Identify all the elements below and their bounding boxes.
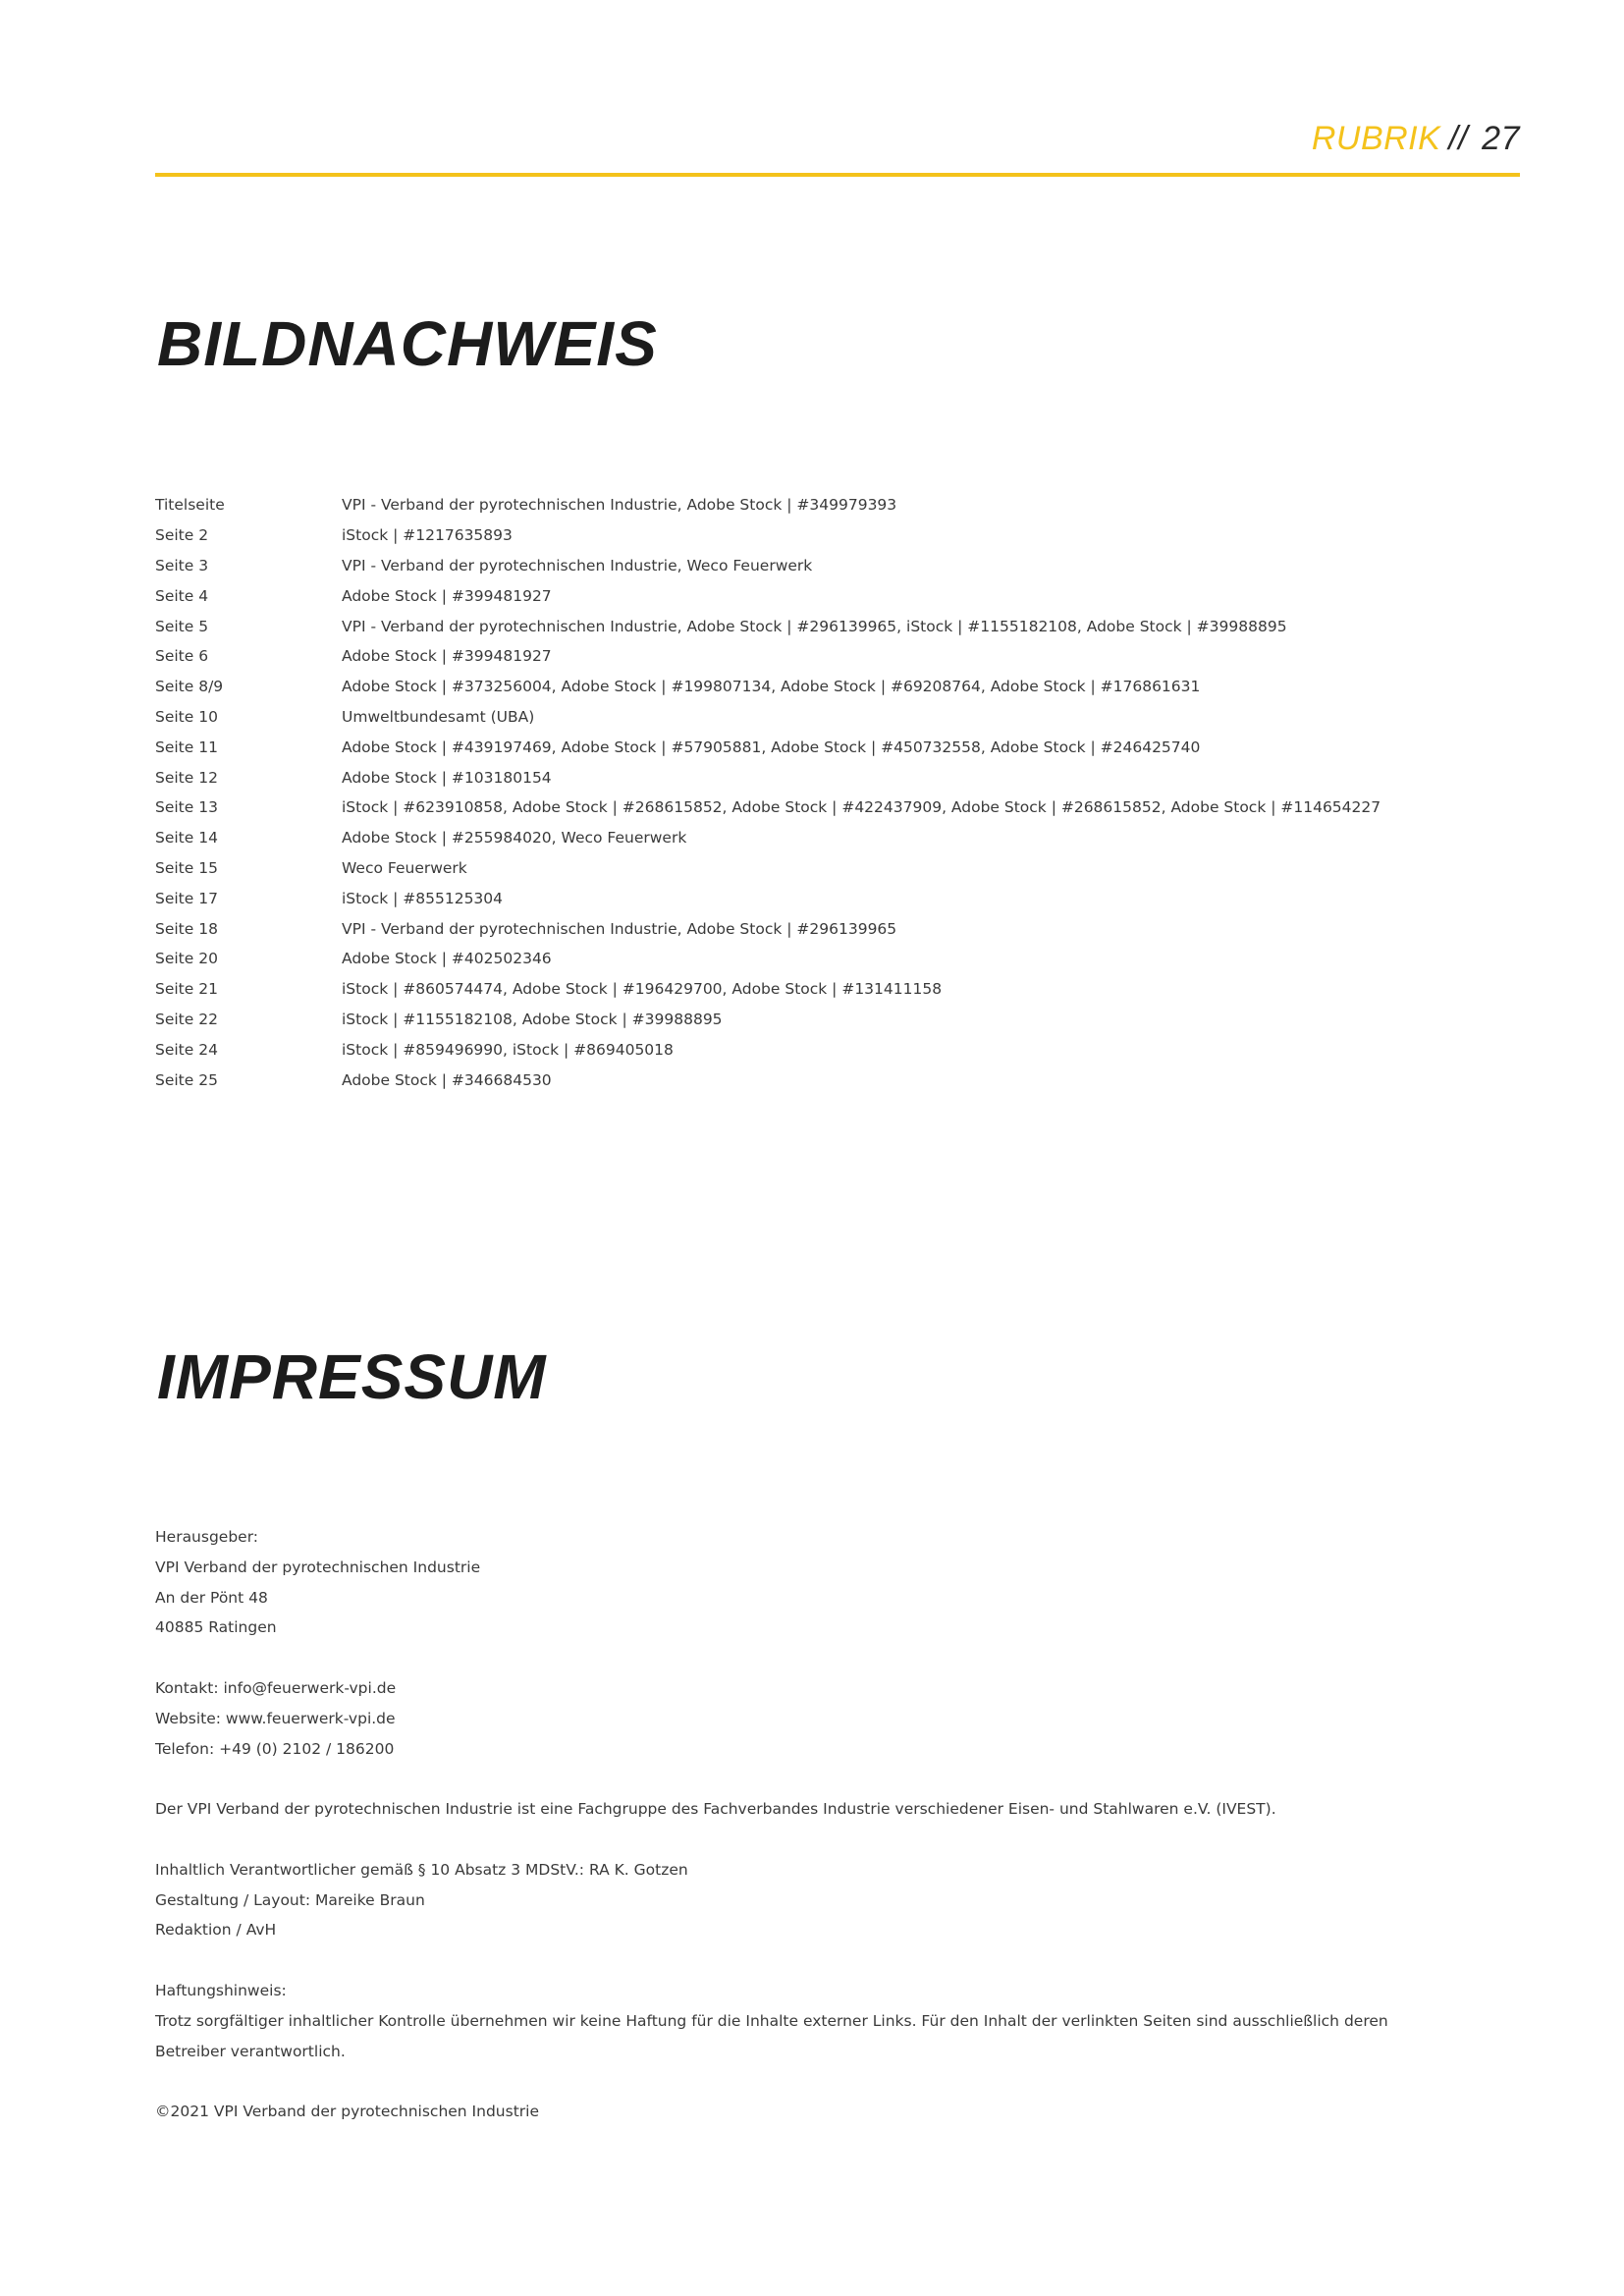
credit-source: VPI - Verband der pyrotechnischen Industrie, Adobe Stock | #296139965, iStock | #1155182108, Adobe Stock | #39988895 [342,617,1287,635]
credit-row [155,580,1530,611]
phone: Telefon: +49 (0) 2102 / 186200 [155,1739,395,1758]
credit-page: Seite 10 [155,707,218,726]
credit-page: Seite 5 [155,617,209,635]
credit-source: Adobe Stock | #373256004, Adobe Stock | #199807134, Adobe Stock | #69208764, Adobe Stock | #176861631 [342,678,1201,696]
credit-source: Adobe Stock | #255984020, Weco Feuerwerk [342,829,687,847]
credit-row [155,611,1530,641]
page-header [155,116,1520,177]
credit-source: Adobe Stock | #399481927 [342,586,552,605]
credit-row [155,551,1530,581]
credit-page: Seite 14 [155,829,218,847]
page-number: 27 [1482,120,1520,157]
header-section: RUBRIK [1311,120,1441,157]
credit-row [155,944,1530,974]
credit-row [155,672,1530,702]
credit-row [155,762,1530,793]
publisher-label: Herausgeber: [155,1528,259,1546]
credit-source: Adobe Stock | #402502346 [342,950,552,968]
credit-row [155,702,1530,733]
credit-source: iStock | #859496990, iStock | #869405018 [342,1040,674,1059]
header-label [1312,120,1520,158]
credit-source: iStock | #860574474, Adobe Stock | #196429700, Adobe Stock | #131411158 [342,980,943,999]
credit-row [155,793,1530,823]
credit-page: Seite 3 [155,556,209,574]
contact-email: Kontakt: info@feuerwerk-vpi.de [155,1678,397,1697]
credit-page: Seite 6 [155,647,209,666]
credit-row [155,913,1530,944]
credit-row [155,853,1530,884]
impressum-title: IMPRESSUM [157,1341,547,1412]
spacer [155,1825,1461,1855]
editorial-credit: Redaktion / AvH [155,1921,277,1940]
credit-page: Seite 13 [155,798,218,817]
credit-page: Seite 20 [155,950,218,968]
credit-row [155,641,1530,672]
credit-page: Seite 8/9 [155,678,224,696]
credit-row [155,974,1530,1005]
credit-source: Adobe Stock | #346684530 [342,1070,552,1089]
publisher-street: An der Pönt 48 [155,1588,268,1607]
impressum-body [155,1522,1461,2127]
liability-text: Trotz sorgfältiger inhaltlicher Kontrolle übernehmen wir keine Haftung für die Inhalte externer Links. Für den Inhalt der verlinkten Seiten sind ausschließlich deren Betreiber verantwortlich. [155,2011,1388,2060]
credit-page: Seite 15 [155,858,218,877]
credit-page: Seite 17 [155,889,218,907]
bildnachweis-title: BILDNACHWEIS [157,308,658,379]
association-note: Der VPI Verband der pyrotechnischen Industrie ist eine Fachgruppe des Fachverbandes Industrie verschiedener Eisen- und Stahlwaren e.V. (IVEST). [155,1800,1276,1819]
credit-source: Adobe Stock | #103180154 [342,768,552,787]
credit-source: iStock | #1217635893 [342,526,513,545]
spacer [155,2066,1461,2097]
credit-page: Seite 4 [155,586,209,605]
liability-label: Haftungshinweis: [155,1981,287,1999]
credit-source: Adobe Stock | #399481927 [342,647,552,666]
credit-row [155,883,1530,913]
credit-source: iStock | #1155182108, Adobe Stock | #39988895 [342,1010,723,1028]
credit-row [155,1034,1530,1065]
credit-source: Weco Feuerwerk [342,858,467,877]
credit-source: VPI - Verband der pyrotechnischen Industrie, Adobe Stock | #296139965 [342,919,897,938]
credit-source: iStock | #855125304 [342,889,504,907]
credit-source: Adobe Stock | #439197469, Adobe Stock | #57905881, Adobe Stock | #450732558, Adobe Stock | #246425740 [342,738,1201,756]
credit-page: Seite 12 [155,768,218,787]
credit-page: Seite 11 [155,738,218,756]
layout-credit: Gestaltung / Layout: Mareike Braun [155,1890,425,1909]
credit-source: Umweltbundesamt (UBA) [342,707,535,726]
credit-row [155,490,1530,520]
credit-page: Seite 18 [155,919,218,938]
header-separator: // [1448,120,1469,157]
credit-source: iStock | #623910858, Adobe Stock | #268615852, Adobe Stock | #422437909, Adobe Stock | #268615852, Adobe Stock | #114654227 [342,798,1381,817]
credit-row [155,1065,1530,1095]
credit-page: Seite 21 [155,980,218,999]
publisher-name: VPI Verband der pyrotechnischen Industrie [155,1558,481,1576]
copyright: ©2021 VPI Verband der pyrotechnischen Industrie [155,2103,539,2121]
credit-source: VPI - Verband der pyrotechnischen Industrie, Weco Feuerwerk [342,556,813,574]
spacer [155,1764,1461,1794]
publisher-city: 40885 Ratingen [155,1618,277,1637]
credit-row [155,520,1530,551]
credit-source: VPI - Verband der pyrotechnischen Industrie, Adobe Stock | #349979393 [342,496,897,515]
credit-row [155,1005,1530,1035]
credit-page: Seite 2 [155,526,209,545]
spacer [155,1945,1461,1976]
responsible-person: Inhaltlich Verantwortlicher gemäß § 10 Absatz 3 MDStV.: RA K. Gotzen [155,1860,688,1879]
website: Website: www.feuerwerk-vpi.de [155,1709,396,1727]
credit-page: Seite 24 [155,1040,218,1059]
spacer [155,1643,1461,1673]
credit-page: Seite 25 [155,1070,218,1089]
credit-row [155,732,1530,762]
credit-page: Seite 22 [155,1010,218,1028]
credit-row [155,823,1530,853]
image-credits-list [155,490,1530,1095]
credit-page: Titelseite [155,496,225,515]
